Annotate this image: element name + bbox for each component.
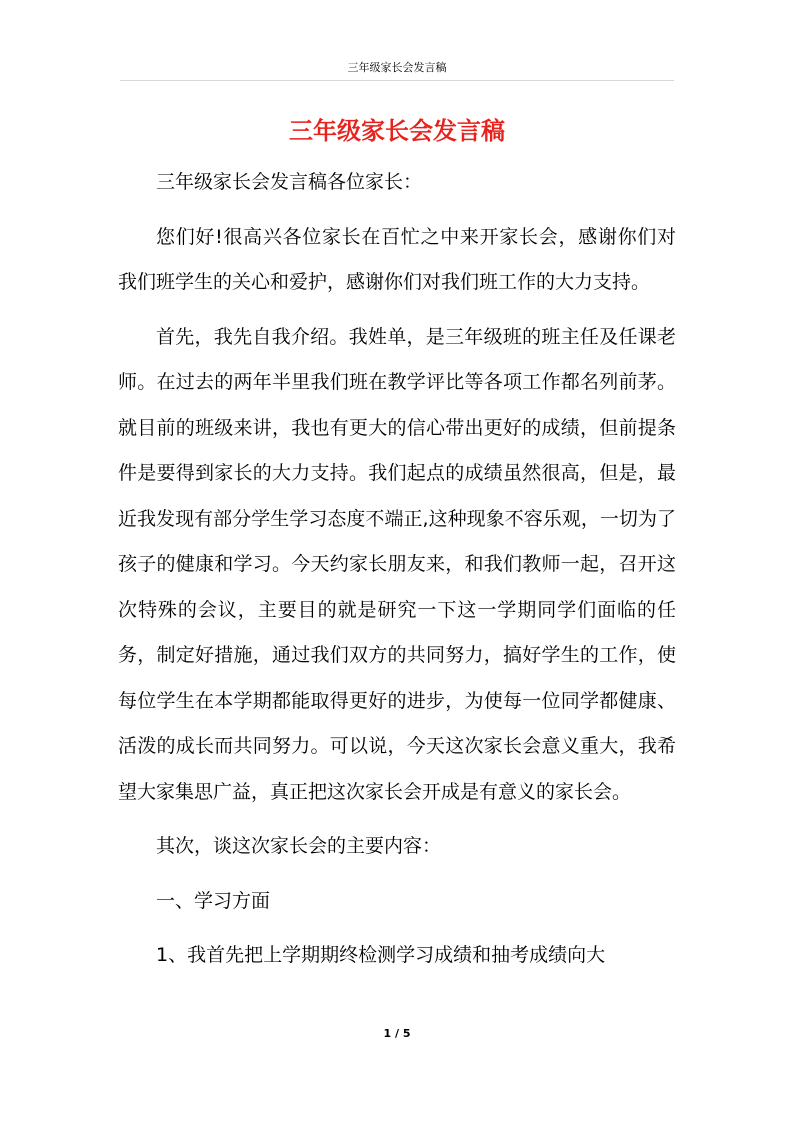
running-header: 三年级家长会发言稿 [347,61,447,74]
header-divider [120,80,674,81]
document-body [118,160,676,988]
paragraph-greeting: 您们好!很高兴各位家长在百忙之中来开家长会，感谢你们对我们班学生的关心和爱护，感谢你们对我们班工作的大力支持。 [118,225,676,293]
section-heading-study: 一、学习方面 [156,889,271,912]
document-title: 三年级家长会发言稿 [289,117,505,145]
paragraph-salutation: 三年级家长会发言稿各位家长： [156,171,423,193]
paragraph-introduction: 首先，我先自我介绍。我姓单，是三年级班的班主任及任课老师。在过去的两年半里我们班在教学评比等各项工作都名列前茅。就目前的班级来讲，我也有更大的信心带出更好的成绩，但前提条件是要得到家长的大力支持。我们起点的成绩虽然很高，但是，最近我发现有部分学生学习态度不端正,这种现象不容乐观，一切为了孩子的健康和学习。今天约家长朋友来，和我们教师一起，召开这次特殊的会议，主要目的就是研究一下这一学期同学们面临的任务，制定好措施，通过我们双方的共同努力，搞好学生的工作，使每位学生在本学期都能取得更好的进步，为使每一位同学都健康、活泼的成长而共同努力。可以说，今天这次家长会意义重大，我希望大家集思广益，真正把这次家长会开成是有意义的家长会。 [118,325,676,803]
paragraph-main-content: 其次，谈这次家长会的主要内容： [156,835,442,857]
paragraph-item-1: 1、我首先把上学期期终检测学习成绩和抽考成绩向大 [156,944,606,966]
page-number: 1 / 5 [383,1027,411,1040]
